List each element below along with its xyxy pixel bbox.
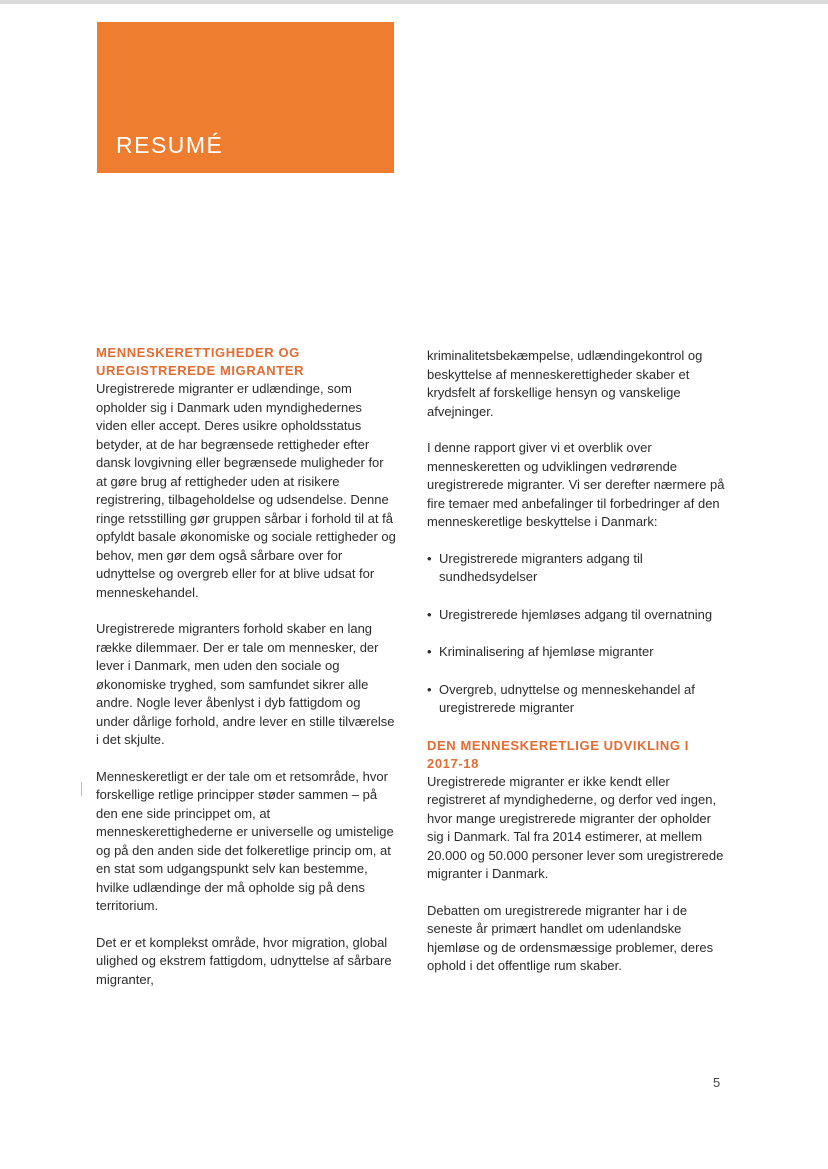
page-title: RESUMÉ: [116, 132, 224, 158]
bullet-icon: •: [427, 550, 432, 566]
paragraph: Det er et komplekst område, hvor migration, global ulighed og ekstrem fattigdom, udnyttelse af sårbare migranter,: [96, 934, 392, 987]
list-item-text: Uregistrerede migranters adgang til sundhedsydelser: [439, 550, 643, 584]
bullet-icon: •: [427, 644, 432, 659]
themes-list: [427, 550, 727, 718]
paragraph: Uregistrerede migranter er ikke kendt eller registreret af myndighederne, og derfor ved ingen, hvor mange uregistrerede migranter der opholder sig i Danmark. Tal fra 2014 estimerer, at mellem 20.000 og 50.000 personer lever som uregistrerede migranter i Danmark.: [427, 773, 724, 881]
list-item-text: Overgreb, udnyttelse og menneskehandel af uregistrerede migranter: [439, 681, 695, 715]
list-item: [427, 643, 727, 662]
list-item: [427, 681, 727, 718]
section-title-banner: [97, 22, 394, 173]
left-column: [96, 344, 396, 1007]
paragraph: Debatten om uregistrerede migranter har i de seneste år primært handlet om udenlandske hjemløse og de ordensmæssige problemer, deres ophold i det offentlige rum skaber.: [427, 902, 714, 973]
margin-mark: [81, 782, 82, 796]
bullet-icon: •: [427, 606, 432, 622]
bullet-icon: •: [427, 681, 432, 697]
paragraph: Menneskeretligt er der tale om et retsområde, hvor forskellige retlige principper støder sammen – på den ene side princippet om, at menneskerettighederne er universelle og umistelige og på den anden side det folkeretlige princip om, at en stat som udgangspunkt selv kan bestemme, hvilke udlændinge der må opholde sig på dens territorium.: [96, 768, 394, 913]
page-top-edge: [0, 0, 828, 4]
list-item: [427, 550, 727, 587]
page-number: 5: [713, 1075, 721, 1090]
paragraph: I denne rapport giver vi et overblik over menneskeretten og udviklingen vedrørende uregistrerede migranter. Vi ser derefter nærmere på fire temaer med anbefalinger til forbedringer af den menneskeretlige beskyttelse i Danmark:: [427, 440, 725, 529]
paragraph: kriminalitetsbekæmpelse, udlændingekontrol og beskyttelse af menneskerettigheder skaber et krydsfelt af forskellige hensyn og vanskelige afvejninger.: [427, 348, 703, 419]
list-item-text: Uregistrerede hjemløses adgang til overnatning: [439, 606, 713, 622]
list-item-text: Kriminalisering af hjemløse migranter: [439, 644, 654, 659]
right-column: [427, 347, 727, 994]
paragraph: Uregistrerede migranter er udlændinge, som opholder sig i Danmark uden myndighedernes viden eller accept. Deres usikre opholdsstatus betyder, at de har begrænsede rettigheder efter dansk lovgivning eller begrænsede muligheder for at gøre brug af rettigheder uden at risikere registrering, tilbageholdelse og udsendelse. Denne ringe retsstilling gør gruppen sårbar i forhold til at få opfyldt basale økonomiske og sociale rettigheder og behov, men gør dem også sårbare over for udnyttelse og overgreb eller for at blive udsat for menneskehandel.: [96, 381, 396, 600]
section-heading-human-rights: MENNESKERETTIGHEDER OG UREGISTREREDE MIGRANTER: [96, 345, 305, 378]
paragraph: Uregistrerede migranters forhold skaber en lang række dilemmaer. Der er tale om mennesker, der lever i Danmark, men uden den sociale og økonomiske tryghed, som samfundet sikrer alle andre. Nogle lever åbenlyst i dyb fattigdom og under dårlige forhold, andre lever en stille tilværelse i det skjulte.: [96, 621, 395, 747]
list-item: [427, 606, 727, 625]
section-heading-development: DEN MENNESKERETLIGE UDVIKLING I 2017-18: [427, 737, 690, 771]
